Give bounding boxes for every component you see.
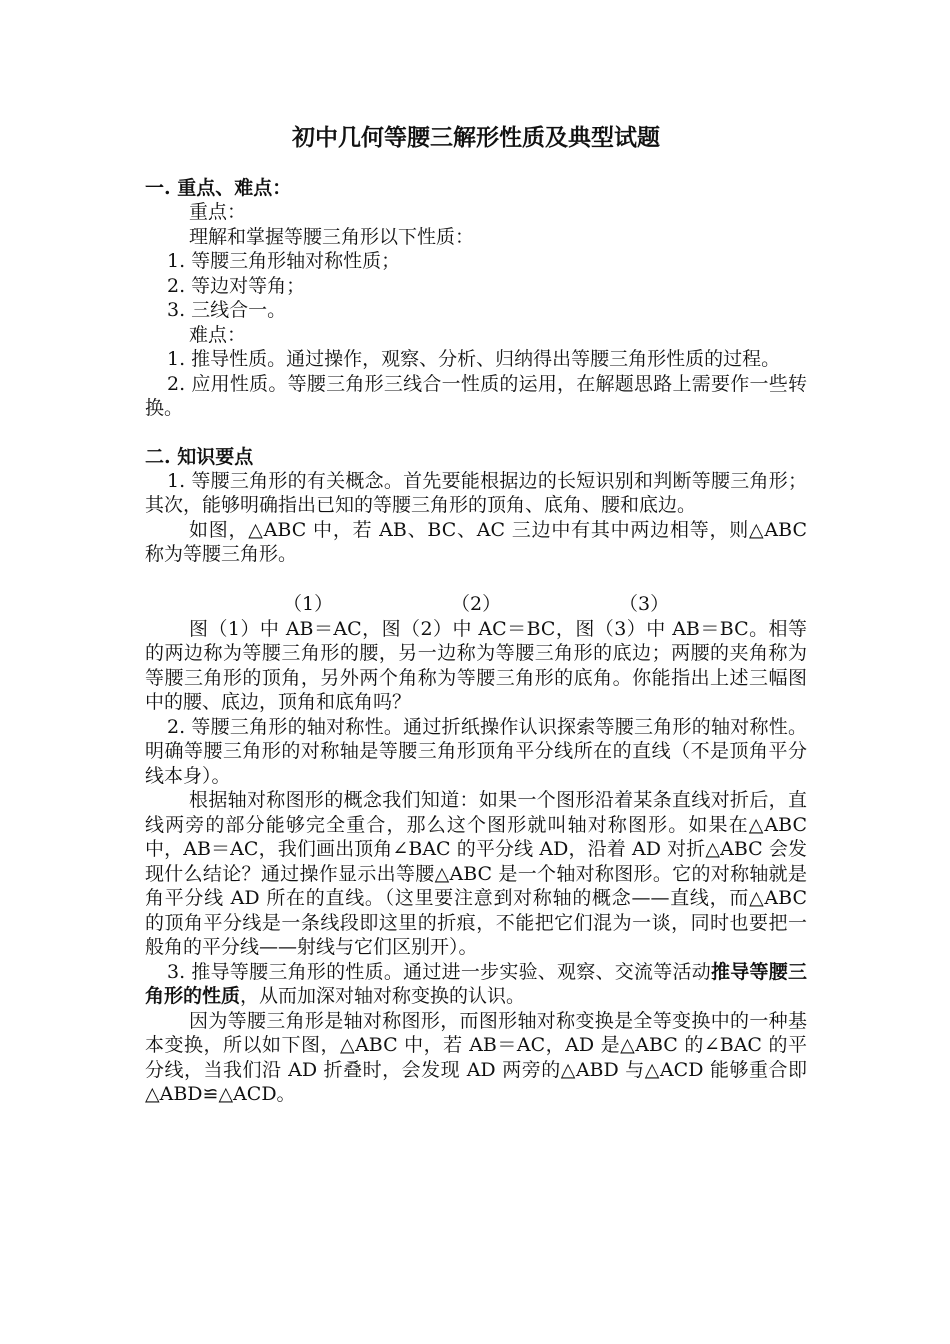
figure-label-2: （2） [451, 592, 502, 615]
zhongdian-label: 重点： [189, 201, 247, 223]
paragraph: 1. 等腰三角形的有关概念。首先要能根据边的长短识别和判断等腰三角形；其次，能够明确指出已知的等腰三角形的顶角、底角、腰和底边。 [145, 469, 807, 516]
zhongdian-intro: 理解和掌握等腰三角形以下性质： [189, 225, 475, 248]
nandian-label: 难点： [189, 323, 247, 346]
document-page [145, 118, 807, 1107]
paragraph: 如图，△ABC 中，若 AB、BC、AC 三边中有其中两边相等，则△ABC 称为等腰三角形。 [145, 518, 807, 565]
figure-label-1: （1） [283, 592, 334, 615]
document-title: 初中几何等腰三解形性质及典型试题 [292, 124, 660, 151]
list-item: 1. 等腰三角形轴对称性质； [167, 250, 401, 272]
paragraph [145, 960, 807, 1009]
paragraph: 图（1）中 AB＝AC，图（2）中 AC＝BC，图（3）中 AB＝BC。相等的两边称为等腰三角形的腰，另一边称为等腰三角形的底边；两腰的夹角称为等腰三角形的顶角，另外两个角称为等腰三角形的底角。你能指出上述三幅图中的腰、底边，顶角和底角吗？ [145, 617, 807, 713]
list-item: 2. 等边对等角； [167, 274, 306, 297]
paragraph-text: ，从而加深对轴对称变换的认识。 [240, 985, 526, 1007]
nandian-item-1: 1. 推导性质。通过操作，观察、分析、归纳得出等腰三角形性质的过程。 [167, 348, 781, 370]
nandian-item-2: 2. 应用性质。等腰三角形三线合一性质的运用，在解题思路上需要作一些转换。 [145, 372, 807, 419]
paragraph: 因为等腰三角形是轴对称图形，而图形轴对称变换是全等变换中的一种基本变换，所以如下图，△ABC 中，若 AB＝AC，AD 是△ABC 的∠BAC 的平分线，当我们沿 AD 折叠时，会发现 AD 两旁的△ABD 与△ACD 能够重合即△ABD≌△ACD。 [145, 1009, 807, 1105]
section-1-heading: 一. 重点、难点： [145, 177, 292, 199]
figure-label-3: （3） [619, 592, 670, 615]
paragraph: 根据轴对称图形的概念我们知道：如果一个图形沿着某条直线对折后，直线两旁的部分能够完全重合，那么这个图形就叫轴对称图形。如果在△ABC 中，AB＝AC，我们画出顶角∠BAC 的平分线 AD，沿着 AD 对折△ABC 会发现什么结论？通过操作显示出等腰△ABC 是一个轴对称图形。它的对称轴就是角平分线 AD 所在的直线。（这里要注意到对称轴的概念——直线，而△ABC 的顶角平分线是一条线段即这里的折痕，不能把它们混为一谈，同时也要把一般角的平分线——射线与它们区别开）。 [145, 789, 807, 958]
bold-phrase: 推导等腰三角形的性质 [145, 960, 807, 1007]
figure-labels [145, 591, 807, 617]
paragraph: 2. 等腰三角形的轴对称性。通过折纸操作认识探索等腰三角形的轴对称性。明确等腰三角形的对称轴是等腰三角形顶角平分线所在的直线（不是顶角平分线本身）。 [145, 715, 807, 787]
section-2-heading: 二. 知识要点 [145, 445, 254, 468]
paragraph-text: 3. 推导等腰三角形的性质。通过进一步实验、观察、交流等活动 [167, 960, 712, 983]
list-item: 3. 三线合一。 [167, 299, 287, 321]
